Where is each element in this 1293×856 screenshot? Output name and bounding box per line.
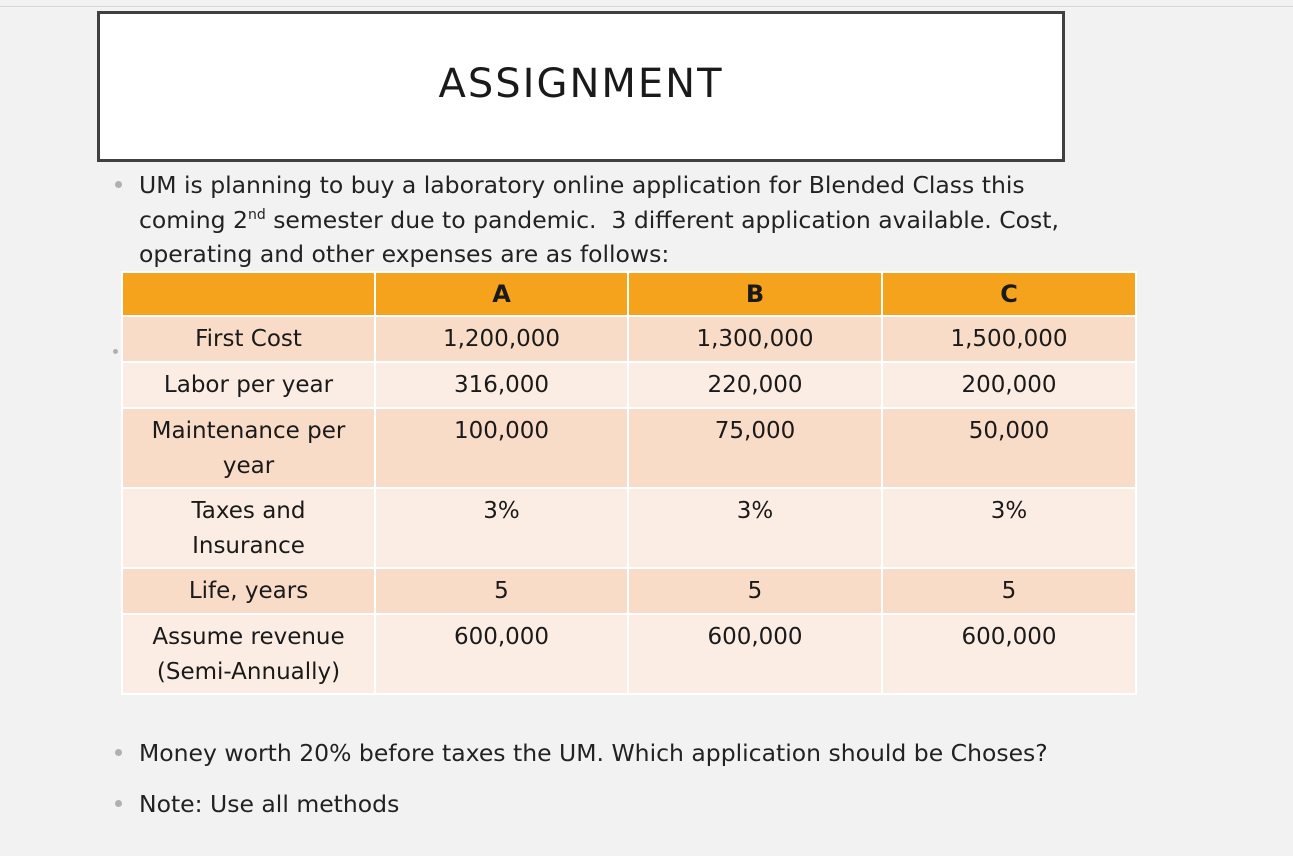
table-row — [122, 316, 1136, 362]
row-label: Labor per year — [122, 362, 375, 408]
bullet-dot — [115, 800, 122, 807]
table-cell: 5 — [375, 568, 628, 614]
bullet-dot-faint — [113, 349, 118, 354]
table-row — [122, 408, 1136, 488]
slide-title: ASSIGNMENT — [438, 60, 724, 107]
table-row — [122, 488, 1136, 568]
table-cell: 5 — [882, 568, 1136, 614]
table-cell: 3% — [882, 488, 1136, 568]
table-cell: 316,000 — [375, 362, 628, 408]
row-label: First Cost — [122, 316, 375, 362]
table-cell: 600,000 — [628, 614, 882, 694]
intro-line-3: operating and other expenses are as follows: — [139, 240, 670, 268]
table-cell: 600,000 — [375, 614, 628, 694]
table-cell: 5 — [628, 568, 882, 614]
table-cell: 1,300,000 — [628, 316, 882, 362]
table-row — [122, 614, 1136, 694]
table-cell: 75,000 — [628, 408, 882, 488]
table-cell: 100,000 — [375, 408, 628, 488]
row-label: Taxes and Insurance — [122, 488, 375, 568]
bullet-note: Note: Use all methods — [139, 790, 400, 818]
table-cell: 600,000 — [882, 614, 1136, 694]
table-header-row — [122, 272, 1136, 316]
intro-line-2 — [139, 203, 1059, 238]
table-cell: 50,000 — [882, 408, 1136, 488]
header-cell-a: A — [375, 272, 628, 316]
table-cell: 1,500,000 — [882, 316, 1136, 362]
table-cell: 1,200,000 — [375, 316, 628, 362]
bullet-dot — [115, 181, 122, 188]
table-cell: 3% — [375, 488, 628, 568]
table-row — [122, 568, 1136, 614]
header-cell-b: B — [628, 272, 882, 316]
header-cell-c: C — [882, 272, 1136, 316]
intro-line-2-sup: nd — [247, 206, 266, 223]
table-cell: 3% — [628, 488, 882, 568]
bullet-dot — [115, 749, 122, 756]
intro-paragraph — [139, 168, 1059, 272]
top-rule — [0, 6, 1293, 7]
header-cell-label — [122, 272, 375, 316]
intro-line-2-post: semester due to pandemic. 3 different application available. Cost, — [265, 205, 1059, 234]
intro-line-1: UM is planning to buy a laboratory online application for Blended Class this — [139, 171, 1025, 199]
row-label: Life, years — [122, 568, 375, 614]
row-label: Maintenance per year — [122, 408, 375, 488]
table-cell: 220,000 — [628, 362, 882, 408]
table-cell: 200,000 — [882, 362, 1136, 408]
intro-line-2-pre: coming 2 — [139, 205, 248, 234]
title-box — [97, 11, 1065, 162]
cost-table — [121, 271, 1137, 695]
row-label: Assume revenue (Semi-Annually) — [122, 614, 375, 694]
table-row — [122, 362, 1136, 408]
bullet-money: Money worth 20% before taxes the UM. Which application should be Choses? — [139, 739, 1048, 767]
